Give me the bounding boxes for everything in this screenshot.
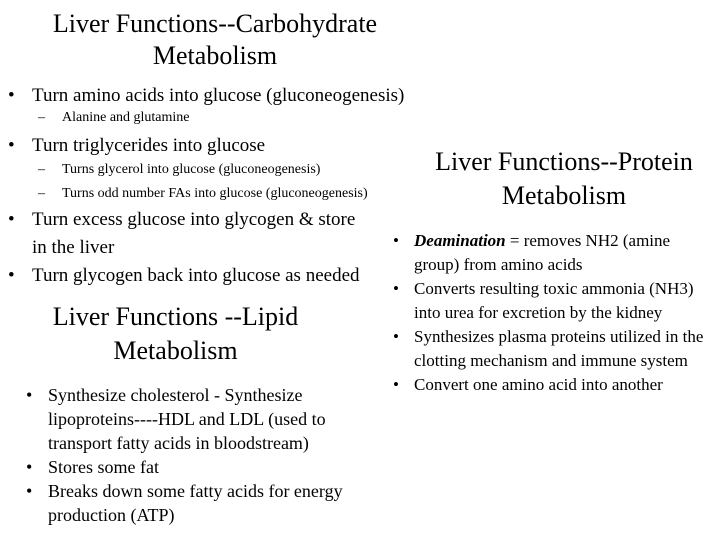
carbohydrate-list [0,132,440,160]
carbohydrate-item-text: Turn triglycerides into glucose [32,135,266,156]
carbohydrate-subitem [30,158,450,182]
lipid-title-line1: Liver Functions --Lipid [52,302,299,331]
carbohydrate-sublist [30,158,450,206]
carbohydrate-item-text: • Turn excess glucose into glycogen & store [32,209,356,230]
carbohydrate-item [0,206,400,262]
carbohydrate-item [0,132,440,160]
carbohydrate-subitem [30,182,450,206]
protein-title-line2: Metabolism [501,181,627,210]
carbohydrate-sublist [30,106,430,130]
carbohydrate-subitem-text: Turns glycerol into glucose (gluconeogenesis) [62,162,321,177]
protein-item-text: Convert one amino acid into another [414,375,663,394]
protein-item-text: Synthesizes plasma proteins utilized in the clotting mechanism and immune system [414,327,704,370]
protein-title-line1: Liver Functions--Protein [435,147,693,176]
lipid-item-text: Synthesize cholesterol - Synthesize lipoproteins----HDL and LDL (used to transport fatty acids in bloodstream) [48,385,326,453]
carbohydrate-title [20,8,410,72]
lipid-list [18,383,368,527]
protein-item [385,373,713,397]
protein-item [385,325,713,373]
lipid-item [18,479,368,527]
carbohydrate-subitem-text: Turns odd number FAs into glucose (gluconeogenesis) [62,186,368,201]
protein-item-text: Converts resulting toxic ammonia (NH3) into urea for excretion by the kidney [414,279,694,322]
protein-list [385,229,713,397]
lipid-title-line2: Metabolism [113,336,238,365]
lipid-item-text: Stores some fat [48,457,159,477]
protein-item-text: = removes NH2 (amine group) from amino acids [414,231,671,274]
lipid-item [18,455,368,479]
carbohydrate-item-text: Turn amino acids into glucose (gluconeogenesis) [32,85,405,106]
protein-title [408,145,720,213]
carbohydrate-subitem [30,106,430,130]
carbohydrate-item [0,262,400,290]
lipid-item-text: Breaks down some fatty acids for energy production (ATP) [48,481,343,525]
lipid-item [18,383,368,455]
protein-item [385,277,713,325]
carbohydrate-title-line2: Metabolism [152,41,278,70]
carbohydrate-item-text: Turn glycogen back into glucose as needed [32,265,360,286]
carbohydrate-list [0,206,400,290]
carbohydrate-item-text: in the liver [32,237,115,258]
carbohydrate-title-line1: Liver Functions--Carbohydrate [52,9,378,38]
carbohydrate-subitem-text: Alanine and glutamine [62,110,190,125]
protein-item-term: Deamination [414,231,506,250]
lipid-title [18,300,333,368]
protein-item [385,229,713,277]
